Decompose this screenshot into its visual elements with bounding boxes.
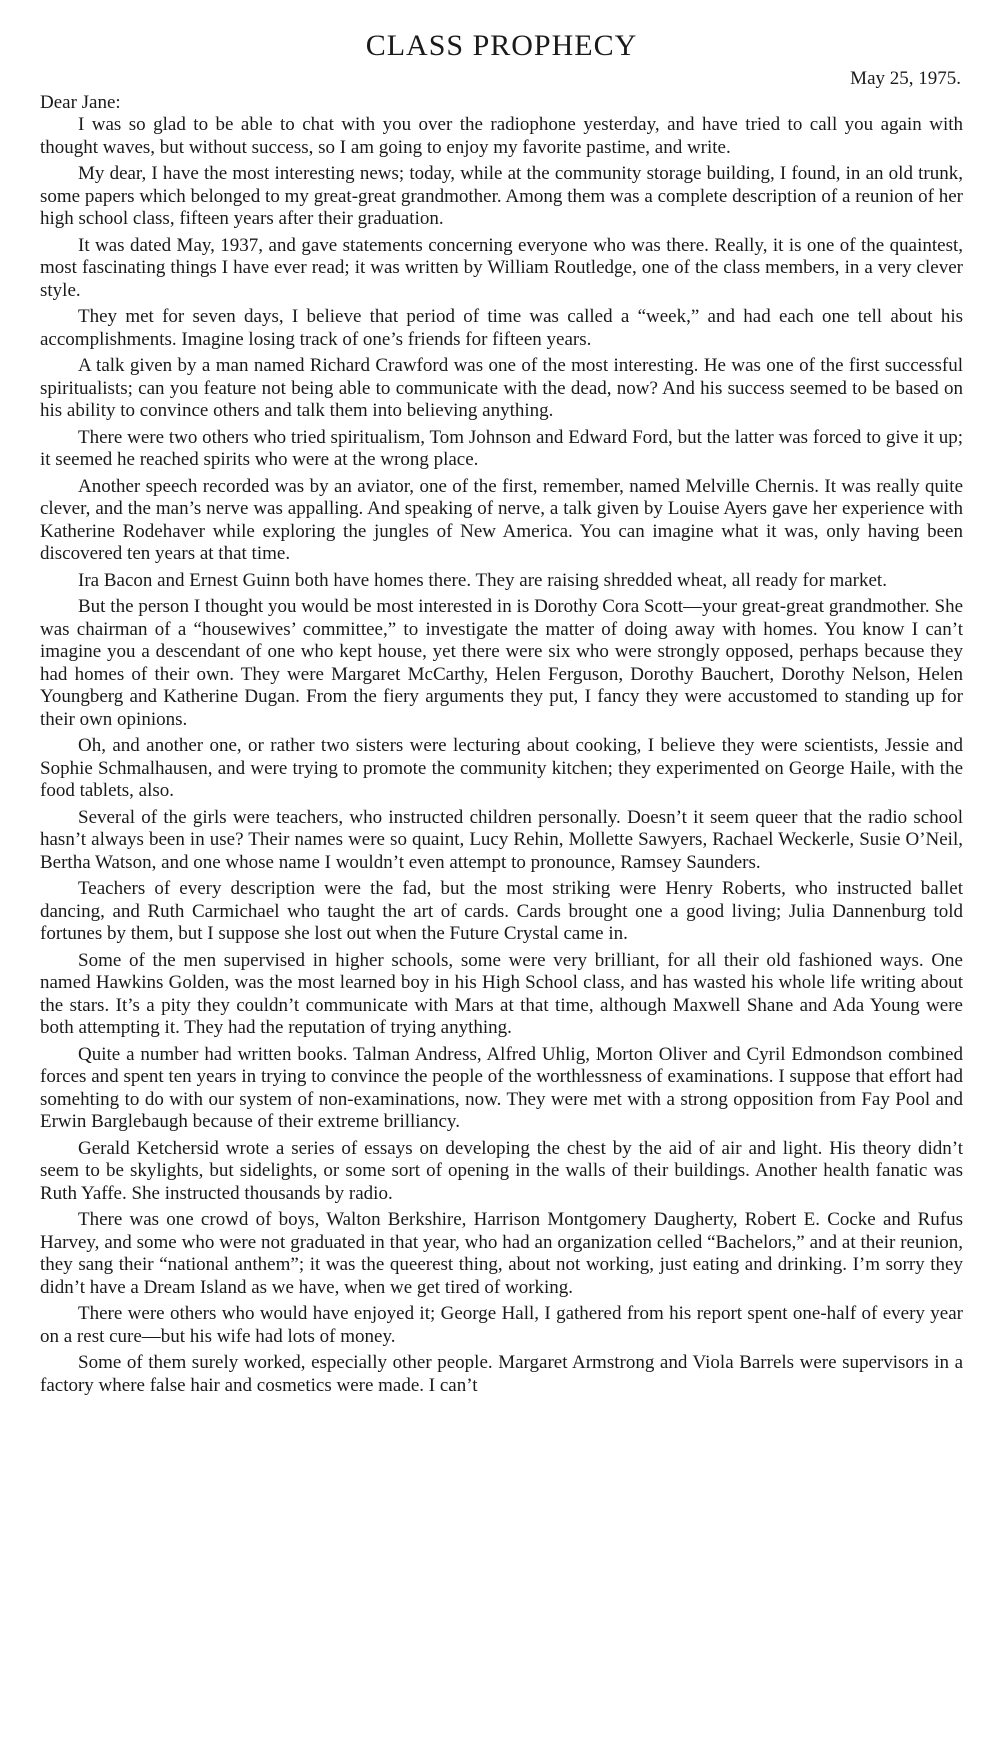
salutation: Dear Jane: bbox=[40, 92, 121, 113]
paragraph: Ira Bacon and Ernest Guinn both have homes there. They are raising shredded wheat, all ready for market. bbox=[78, 569, 887, 591]
paragraph: A talk given by a man named Richard Crawford was one of the most interesting. He was one of the first successful spiritualists; can you feature not being able to communicate with the dead, now? And his success seemed to be based on his ability to convince others and talk them into believing anything. bbox=[40, 355, 963, 421]
paragraph: Some of the men supervised in higher schools, some were very brilliant, for all their old fashioned ways. One named Hawkins Golden, was the most learned boy in his High School class, and has wasted his whole life writing about the stars. It’s a pity they couldn’t communicate with Mars at that time, although Maxwell Shane and Ada Young were both attempting it. They had the reputation of trying anything. bbox=[40, 949, 963, 1038]
paragraph: I was so glad to be able to chat with you over the radiophone yesterday, and have tried to call you again with thought waves, but without success, so I am going to enjoy my favorite pastime, and write. bbox=[40, 114, 963, 158]
paragraph: Oh, and another one, or rather two sisters were lecturing about cooking, I believe they were scientists, Jessie and Sophie Schmalhausen, and were trying to promote the community kitchen; they experimented on George Haile, with the food tablets, also. bbox=[40, 735, 963, 801]
letter-date: May 25, 1975. bbox=[850, 68, 961, 89]
paragraph: My dear, I have the most interesting news; today, while at the community storage building, I found, in an old trunk, some papers which belonged to my great-great grandmother. Among them was a complete description of a reunion of her high school class, fifteen years after their graduation. bbox=[40, 163, 963, 229]
paragraph: Another speech recorded was by an aviator, one of the first, remember, named Melville Chernis. It was really quite clever, and the man’s nerve was appalling. And speaking of nerve, a talk given by Louise Ayers gave her experience with Katherine Rodehaver while exploring the jungles of New America. You can imagine what it was, only having been discovered ten years at that time. bbox=[40, 475, 963, 564]
paragraph: But the person I thought you would be most interested in is Dorothy Cora Scott—your great-great grandmother. She was chairman of a “housewives’ committee,” to investigate the matter of doing away with homes. You know I can’t imagine you a descendant of one who kept house, yet there were six who were strongly opposed, perhaps because they had homes of their own. They were Margaret McCarthy, Helen Ferguson, Dorothy Bauchert, Dorothy Nelson, Helen Youngberg and Katherine Dugan. From the fiery arguments they put, I fancy they were accustomed to standing up for their own opinions. bbox=[40, 596, 963, 730]
letter-page bbox=[40, 28, 963, 1401]
page-title: CLASS PROPHECY bbox=[365, 29, 638, 62]
paragraph: Some of them surely worked, especially other people. Margaret Armstrong and Viola Barrels were supervisors in a factory where false hair and cosmetics were made. I can’t bbox=[40, 1352, 963, 1396]
paragraph: Gerald Ketchersid wrote a series of essays on developing the chest by the aid of air and light. His theory didn’t seem to be skylights, but sidelights, or some sort of opening in the walls of their buildings. Another health fanatic was Ruth Yaffe. She instructed thousands by radio. bbox=[40, 1137, 963, 1204]
paragraph: Teachers of every description were the fad, but the most striking were Henry Roberts, who instructed ballet dancing, and Ruth Carmichael who taught the art of cards. Cards brought one a good living; Julia Dannenburg told fortunes by them, but I suppose she lost out when the Future Crystal came in. bbox=[40, 878, 963, 944]
paragraph: There were others who would have enjoyed it; George Hall, I gathered from his report spent one-half of every year on a rest cure—but his wife had lots of money. bbox=[40, 1303, 963, 1347]
paragraph: Several of the girls were teachers, who instructed children personally. Doesn’t it seem queer that the radio school hasn’t always been in use? Their names were so quaint, Lucy Rehin, Mollette Sawyers, Rachael Weckerle, Susie O’Neil, Bertha Watson, and one whose name I wouldn’t even attempt to pronounce, Ramsey Saunders. bbox=[40, 806, 963, 873]
paragraph: Quite a number had written books. Talman Andress, Alfred Uhlig, Morton Oliver and Cyril Edmondson combined forces and spent ten years in trying to convince the people of the worthlessness of examinations. I suppose that effort had somehting to do with our system of non-examinations, now. They were met with a strong opposition from Fay Pool and Erwin Barglebaugh because of their extreme brilliancy. bbox=[40, 1043, 963, 1132]
paragraph: It was dated May, 1937, and gave statements concerning everyone who was there. Really, it is one of the quaintest, most fascinating things I have ever read; it was written by William Routledge, one of the class members, in a very clever style. bbox=[40, 234, 963, 301]
paragraph: There was one crowd of boys, Walton Berkshire, Harrison Montgomery Daugherty, Robert E. Cocke and Rufus Harvey, and some who were not graduated in that year, who had an organization celled “Bachelors,” and at their reunion, they sang their “national anthem”; it was the queerest thing, about not working, just eating and drinking. I’m sorry they didn’t have a Dream Island as we have, when we get tired of working. bbox=[40, 1209, 963, 1298]
paragraph: They met for seven days, I believe that period of time was called a “week,” and had each one tell about his accomplishments. Imagine losing track of one’s friends for fifteen years. bbox=[40, 306, 963, 350]
paragraph: There were two others who tried spiritualism, Tom Johnson and Edward Ford, but the latter was forced to give it up; it seemed he reached spirits who were at the wrong place. bbox=[40, 426, 963, 470]
